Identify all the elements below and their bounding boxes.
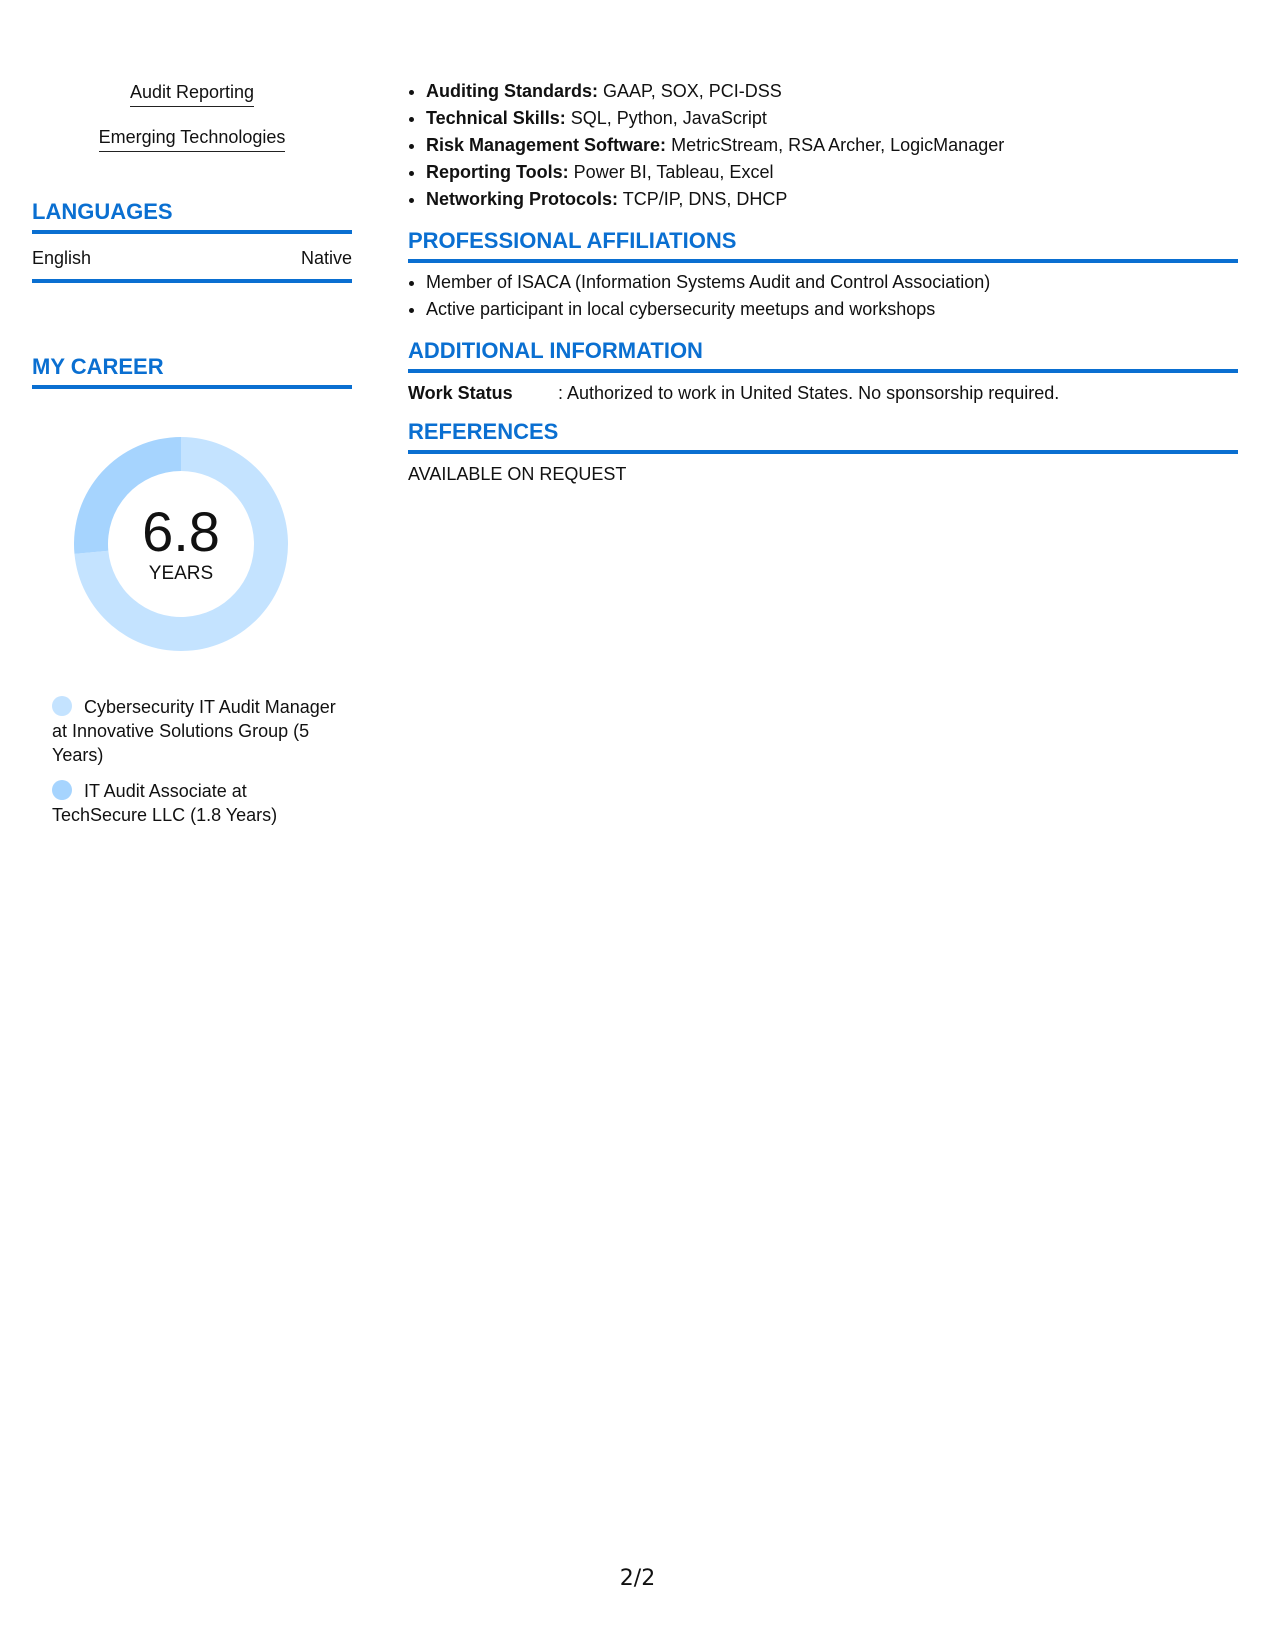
career-heading: MY CAREER (32, 353, 352, 389)
list-item (426, 78, 1238, 105)
additional-info-heading: ADDITIONAL INFORMATION (408, 337, 1238, 373)
career-total-unit: YEARS (148, 563, 214, 584)
main-column (408, 78, 1238, 485)
skill-tag: Audit Reporting (130, 80, 254, 107)
skill-label: Risk Management Software: (426, 135, 667, 155)
legend-label: IT Audit Associate at TechSecure LLC (1.8 Years) (52, 781, 278, 825)
list-item: • Member of ISACA (Information Systems Audit and Control Association) (426, 269, 1238, 296)
language-level: Native (300, 248, 352, 268)
career-donut-chart (66, 429, 296, 659)
list-item (426, 105, 1238, 132)
legend-item (52, 779, 342, 827)
legend-dot-icon (52, 780, 72, 800)
list-item (426, 132, 1238, 159)
skill-tag: Emerging Technologies (99, 125, 286, 152)
career-total-years: 6.8 (142, 500, 220, 563)
donut-center (66, 429, 296, 659)
legend-item (52, 695, 342, 767)
skill-label: Auditing Standards: (426, 81, 598, 101)
references-heading: REFERENCES (408, 418, 1238, 454)
language-row (32, 234, 352, 283)
skill-value: MetricStream, RSA Archer, LogicManager (671, 135, 1005, 155)
page-number: 2/2 (619, 1566, 656, 1591)
affiliations-heading: PROFESSIONAL AFFILIATIONS (408, 227, 1238, 263)
list-item (426, 159, 1238, 186)
sidebar (32, 80, 352, 839)
list-item (426, 186, 1238, 213)
skill-label: Technical Skills: (426, 108, 566, 128)
work-status-label: Work Status (408, 383, 513, 403)
references-text: AVAILABLE ON REQUEST (408, 464, 627, 484)
skill-label: Reporting Tools: (426, 162, 569, 182)
legend-label: Cybersecurity IT Audit Manager at Innovative Solutions Group (5 Years) (52, 697, 336, 765)
affiliations-list (408, 269, 1238, 323)
legend-dot-icon (52, 696, 72, 716)
skill-value: GAAP, SOX, PCI-DSS (603, 81, 782, 101)
languages-heading: LANGUAGES (32, 198, 352, 234)
skills-list (408, 78, 1238, 213)
skill-value: Power BI, Tableau, Excel (573, 162, 774, 182)
skill-value: SQL, Python, JavaScript (570, 108, 767, 128)
language-name: English (32, 248, 92, 268)
work-status-row (408, 373, 1238, 404)
career-legend (52, 695, 342, 827)
work-status-value: : Authorized to work in United States. No sponsorship required. (558, 383, 1060, 403)
skill-value: TCP/IP, DNS, DHCP (622, 189, 788, 209)
list-item: • Active participant in local cybersecurity meetups and workshops (426, 296, 1238, 323)
skill-label: Networking Protocols: (426, 189, 619, 209)
